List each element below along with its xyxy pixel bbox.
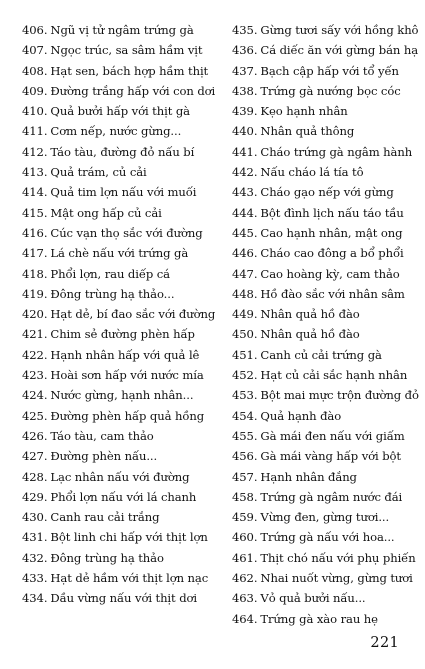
entry-number: 452. — [232, 368, 258, 383]
index-entry — [22, 487, 220, 507]
index-entry — [232, 284, 425, 304]
entry-number: 451. — [232, 347, 258, 362]
entry-number: 445. — [232, 225, 258, 240]
entry-title: Quả bưởi hấp với thịt gà — [50, 104, 190, 119]
index-entry — [232, 142, 425, 162]
entry-title: Gà mái đen nấu với giấm — [260, 428, 405, 443]
entry-title: Hạt củ cải sắc hạnh nhân — [260, 368, 408, 383]
index-entry — [232, 203, 425, 223]
entry-title: Quả hạnh đào — [260, 408, 342, 423]
entry-title: Hạt sen, bách hợp hầm thịt — [50, 63, 209, 78]
entry-title: Quả trám, củ cải — [50, 165, 147, 180]
entry-number: 454. — [232, 408, 258, 423]
entry-title: Cúc vạn thọ sắc với đường — [50, 225, 203, 240]
entry-title: Táo tàu, đường đỏ nấu bí — [50, 144, 195, 159]
index-entry — [232, 385, 425, 405]
index-entry — [22, 426, 220, 446]
entry-title: Hạnh nhân đắng — [260, 469, 357, 484]
entry-number: 430. — [22, 510, 48, 525]
entry-title: Bột mai mực trộn đường đỏ — [260, 388, 419, 403]
index-entry — [22, 243, 220, 263]
index-entry — [232, 81, 425, 101]
entry-number: 409. — [22, 83, 48, 98]
index-entry — [232, 548, 425, 568]
entry-title: Kẹo hạnh nhân — [260, 104, 348, 119]
index-entry — [22, 507, 220, 527]
entry-number: 433. — [22, 571, 48, 586]
index-entry — [232, 345, 425, 365]
index-entry — [232, 446, 425, 466]
entry-title: Đường trắng hấp với con dơi — [50, 83, 216, 98]
entry-number: 437. — [232, 63, 258, 78]
index-entry — [232, 365, 425, 385]
entry-number: 457. — [232, 469, 258, 484]
entry-title: Trứng gà ngâm nước đái — [260, 489, 403, 504]
entry-title: Mật ong hấp củ cải — [50, 205, 162, 220]
entry-title: Lạc nhân nấu với đường — [50, 469, 190, 484]
entry-number: 410. — [22, 104, 48, 119]
entry-number: 444. — [232, 205, 258, 220]
index-entry — [232, 426, 425, 446]
entry-number: 427. — [22, 449, 48, 464]
page-number: 221 — [370, 635, 399, 651]
index-entry — [22, 182, 220, 202]
entry-title: Trứng gà xào rau hẹ — [260, 611, 378, 626]
entry-title: Hạnh nhân hấp với quả lê — [50, 347, 200, 362]
entry-title: Trứng gà nấu với hoa... — [260, 530, 395, 545]
index-entry — [22, 81, 220, 101]
index-entry — [232, 568, 425, 588]
index-entry — [232, 243, 425, 263]
entry-number: 431. — [22, 530, 48, 545]
entry-title: Hoài sơn hấp với nước mía — [50, 368, 204, 383]
index-entry — [22, 345, 220, 365]
entry-title: Nhân quả thông — [260, 124, 355, 139]
index-entry — [232, 40, 425, 60]
entry-number: 464. — [232, 611, 258, 626]
entry-title: Nấu cháo lá tía tô — [260, 165, 364, 180]
index-entry — [22, 162, 220, 182]
entry-title: Nhai nuốt vừng, gừng tươi — [260, 571, 413, 586]
entry-title: Cháo trứng gà ngâm hành — [260, 144, 413, 159]
entry-number: 407. — [22, 43, 48, 58]
entry-number: 418. — [22, 266, 48, 281]
entry-title: Cao hạnh nhân, mật ong — [260, 225, 403, 240]
entry-number: 417. — [22, 246, 48, 261]
entry-number: 463. — [232, 591, 258, 606]
entry-number: 419. — [22, 286, 48, 301]
entry-title: Đông trùng hạ thảo... — [50, 286, 175, 301]
entry-title: Phổi lợn, rau diếp cá — [50, 266, 170, 281]
entry-number: 443. — [232, 185, 258, 200]
entry-number: 441. — [232, 144, 258, 159]
entry-title: Cháo gạo nếp với gừng — [260, 185, 394, 200]
index-entry — [232, 588, 425, 608]
index-entry — [22, 264, 220, 284]
index-entry — [232, 61, 425, 81]
index-entry — [232, 324, 425, 344]
entry-title: Gà mái vàng hấp với bột — [260, 449, 401, 464]
entry-title: Cháo cao đông a bổ phổi — [260, 246, 404, 261]
index-entry — [22, 223, 220, 243]
entry-number: 414. — [22, 185, 48, 200]
entry-title: Quả tim lợn nấu với muối — [50, 185, 197, 200]
entry-number: 425. — [22, 408, 48, 423]
index-entry — [232, 182, 425, 202]
entry-title: Táo tàu, cam thảo — [50, 428, 154, 443]
entry-number: 429. — [22, 489, 48, 504]
index-entry — [22, 446, 220, 466]
index-entry — [232, 487, 425, 507]
entry-number: 416. — [22, 225, 48, 240]
index-entry — [22, 548, 220, 568]
entry-title: Hạt dẻ hầm với thịt lợn nạc — [50, 571, 209, 586]
entry-number: 424. — [22, 388, 48, 403]
index-entry — [22, 568, 220, 588]
entry-title: Cơm nếp, nước gừng... — [50, 124, 182, 139]
entry-number: 446. — [232, 246, 258, 261]
entry-title: Canh rau cải trắng — [50, 510, 160, 525]
entry-number: 458. — [232, 489, 258, 504]
entry-number: 411. — [22, 124, 48, 139]
entry-title: Đường phèn hấp quả hồng — [50, 408, 205, 423]
index-entry — [232, 507, 425, 527]
index-entry — [22, 20, 220, 40]
entry-title: Chim sẻ đường phèn hấp — [50, 327, 195, 342]
entry-number: 439. — [232, 104, 258, 119]
index-entry — [232, 527, 425, 547]
index-entry — [22, 304, 220, 324]
index-entry — [22, 121, 220, 141]
entry-title: Hồ đào sắc với nhân sâm — [260, 286, 405, 301]
entry-number: 460. — [232, 530, 258, 545]
entry-number: 455. — [232, 428, 258, 443]
entry-number: 449. — [232, 307, 258, 322]
index-entry — [232, 406, 425, 426]
index-entry — [232, 609, 425, 629]
index-entry — [22, 142, 220, 162]
index-entry — [22, 324, 220, 344]
entry-number: 420. — [22, 307, 48, 322]
entry-title: Bột linh chi hấp với thịt lợn — [50, 530, 208, 545]
index-entry — [22, 61, 220, 81]
entry-title: Đường phèn nấu... — [50, 449, 158, 464]
index-entry — [22, 527, 220, 547]
index-entry — [22, 385, 220, 405]
entry-title: Vừng đen, gừng tươi... — [260, 510, 390, 525]
entry-title: Gừng tươi sấy với hồng khô — [260, 23, 419, 37]
entry-title: Hạt dẻ, bí đao sắc với đường — [50, 307, 216, 322]
entry-title: Cá diếc ăn với gừng bán hạ — [260, 43, 419, 58]
entry-number: 450. — [232, 327, 258, 342]
entry-number: 423. — [22, 368, 48, 383]
entry-number: 432. — [22, 550, 48, 565]
index-entry — [22, 203, 220, 223]
entry-number: 415. — [22, 205, 48, 220]
entry-number: 448. — [232, 286, 258, 301]
entry-number: 436. — [232, 43, 258, 58]
entry-title: Đông trùng hạ thảo — [50, 550, 164, 565]
entry-title: Canh củ cải trứng gà — [260, 347, 382, 362]
entry-title: Cao hoàng kỳ, cam thảo — [260, 266, 400, 281]
index-entry — [232, 20, 425, 40]
index-entry — [232, 304, 425, 324]
entry-number: 434. — [22, 591, 48, 606]
entry-number: 447. — [232, 266, 258, 281]
entry-number: 421. — [22, 327, 48, 342]
entry-number: 426. — [22, 428, 48, 443]
entry-title: Vỏ quả bưởi nấu... — [260, 591, 366, 606]
index-entry — [232, 264, 425, 284]
entry-title: Ngọc trúc, sa sâm hầm vịt — [50, 43, 203, 58]
entry-number: 461. — [232, 550, 258, 565]
entry-title: Ngũ vị tử ngâm trứng gà — [50, 23, 194, 37]
index-entry — [232, 223, 425, 243]
index-entry — [22, 588, 220, 608]
entry-title: Nhân quả hồ đào — [260, 307, 360, 322]
index-entry — [232, 162, 425, 182]
index-column-right — [232, 20, 425, 629]
index-entry — [22, 284, 220, 304]
entry-number: 459. — [232, 510, 258, 525]
entry-title: Nhân quả hồ đào — [260, 327, 360, 342]
entry-title: Dầu vừng nấu với thịt dơi — [50, 591, 197, 606]
index-entry — [22, 467, 220, 487]
entry-title: Bạch cập hấp với tổ yến — [260, 63, 399, 78]
entry-number: 428. — [22, 469, 48, 484]
entry-number: 435. — [232, 23, 258, 37]
index-entry — [22, 101, 220, 121]
index-entry — [22, 40, 220, 60]
index-entry — [232, 101, 425, 121]
index-entry — [232, 121, 425, 141]
entry-number: 456. — [232, 449, 258, 464]
entry-number: 406. — [22, 23, 48, 37]
entry-title: Thịt chó nấu với phụ phiến — [260, 550, 416, 565]
entry-title: Trứng gà nướng bọc cóc — [260, 83, 401, 98]
entry-number: 442. — [232, 165, 258, 180]
index-entry — [232, 467, 425, 487]
entry-number: 440. — [232, 124, 258, 139]
entry-number: 462. — [232, 571, 258, 586]
entry-title: Nước gừng, hạnh nhân... — [50, 388, 194, 403]
entry-number: 413. — [22, 165, 48, 180]
index-entry — [22, 406, 220, 426]
index-column-left — [22, 20, 220, 609]
entry-title: Bột đình lịch nấu táo tầu — [260, 205, 404, 220]
entry-number: 453. — [232, 388, 258, 403]
entry-number: 408. — [22, 63, 48, 78]
index-entry — [22, 365, 220, 385]
entry-number: 412. — [22, 144, 48, 159]
entry-number: 422. — [22, 347, 48, 362]
entry-title: Lá chè nấu với trứng gà — [50, 246, 189, 261]
entry-number: 438. — [232, 83, 258, 98]
entry-title: Phổi lợn nấu với lá chanh — [50, 489, 197, 504]
